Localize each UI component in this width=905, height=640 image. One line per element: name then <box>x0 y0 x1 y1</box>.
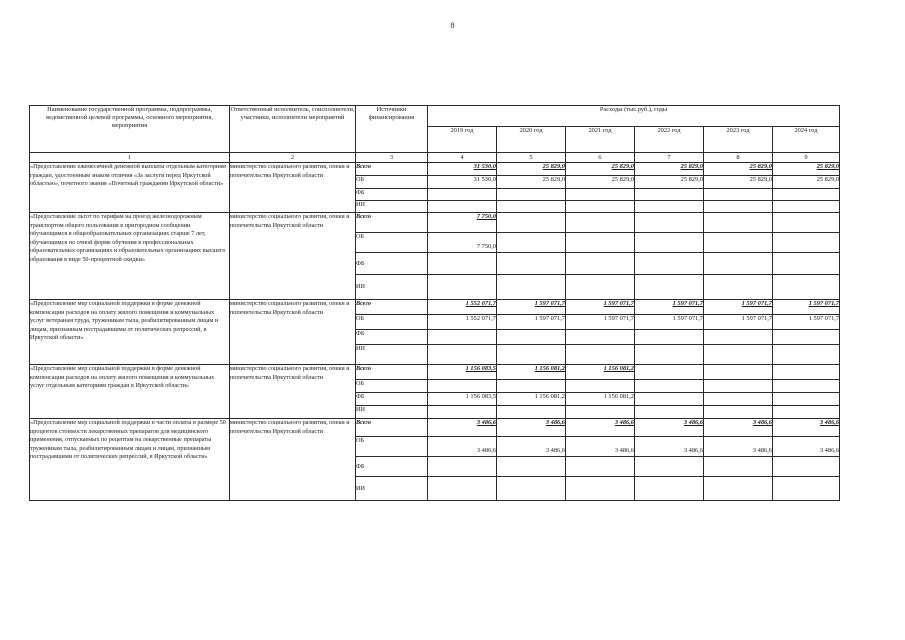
responsible-executor: министерство социального развития, опеки и попечительства Иркутской области <box>230 365 356 419</box>
header-sources: Источники финансирования <box>356 106 428 153</box>
ob-value: 1 597 071,7 <box>635 315 704 330</box>
measure-name: «Предоставление мер социальной поддержки в форме денежной компенсации расходов на оплату жилого помещения и коммунальных услуг ветеранам труда, труженикам тыла, реабилитированным лицам и лицам, признанным пострадавшими от политических репрессий, в Иркутской области» <box>30 300 230 365</box>
ob-value: 3 486,6 <box>566 437 635 457</box>
measure-name: «Предоставление льгот по тарифам на проезд железнодорожным транспортом общего пользования в пригородном сообщении обучающимся в общеобразовательных организациях старше 7 лет, обучающимся по очной форме обучения в профессиональных образовательных организациях и образовательных организациях высшего образования в виде 50-процентной скидки» <box>30 213 230 300</box>
total-value: 3 486,6 <box>704 419 773 437</box>
total-value: 1 597 071,7 <box>497 300 566 315</box>
page-number: 8 <box>450 21 455 30</box>
column-number: 8 <box>704 153 773 163</box>
header-year: 2019 год <box>428 127 497 153</box>
ob-value: 3 486,6 <box>773 437 840 457</box>
table-row <box>30 365 840 380</box>
responsible-executor: министерство социального развития, опеки и попечительства Иркутской области <box>230 163 356 213</box>
ob-value: 3 486,6 <box>704 437 773 457</box>
total-value: 3 486,6 <box>566 419 635 437</box>
measure-name: «Предоставление ежемесячной денежной выплаты отдельным категориям граждан, удостоенным знаком отличия «За заслуги перед Иркутской областью», почетного звания «Почетный гражданин Иркутской области» <box>30 163 230 213</box>
ob-value: 31 530,0 <box>428 176 497 189</box>
total-value: 1 597 071,7 <box>566 300 635 315</box>
source-total: Всего <box>356 163 428 176</box>
responsible-executor: министерство социального развития, опеки и попечительства Иркутской области <box>230 419 356 501</box>
column-number: 6 <box>566 153 635 163</box>
table-row <box>30 213 840 233</box>
table-row <box>30 419 840 437</box>
source-total: Всего <box>356 419 428 437</box>
column-number: 2 <box>230 153 356 163</box>
ob-value: 3 486,6 <box>635 437 704 457</box>
total-value: 1 597 071,7 <box>704 300 773 315</box>
column-number: 5 <box>497 153 566 163</box>
source-total: Всего <box>356 365 428 380</box>
table-row <box>30 300 840 315</box>
source-fb: ФБ <box>356 457 428 477</box>
header-row <box>30 106 840 127</box>
header-year: 2023 год <box>704 127 773 153</box>
total-value: 1 156 081,2 <box>566 365 635 380</box>
column-number: 3 <box>356 153 428 163</box>
ob-value: 25 829,0 <box>497 176 566 189</box>
total-value: 25 829,0 <box>566 163 635 176</box>
column-number: 4 <box>428 153 497 163</box>
total-value: 1 156 083,5 <box>428 365 497 380</box>
ob-value: 3 486,6 <box>428 437 497 457</box>
total-value: 3 486,6 <box>773 419 840 437</box>
header-year: 2020 год <box>497 127 566 153</box>
ob-value: 1 597 071,7 <box>566 315 635 330</box>
budget-table <box>29 105 840 501</box>
table-row <box>30 163 840 176</box>
source-ob: ОБ <box>356 233 428 253</box>
source-fb: ФБ <box>356 330 428 345</box>
total-value: 25 829,0 <box>773 163 840 176</box>
header-name: Наименование государственной программы, подпрограммы, ведомственной целевой программы, основного мероприятия, мероприятия <box>30 106 230 153</box>
total-value: 25 829,0 <box>497 163 566 176</box>
source-fb: ФБ <box>356 253 428 275</box>
source-fb: ФБ <box>356 189 428 201</box>
ob-value: 25 829,0 <box>773 176 840 189</box>
ob-value: 1 552 071,7 <box>428 315 497 330</box>
ob-value: 1 597 071,7 <box>497 315 566 330</box>
total-value: 1 552 071,7 <box>428 300 497 315</box>
ob-value: 25 829,0 <box>566 176 635 189</box>
ob-value: 1 597 071,7 <box>704 315 773 330</box>
total-value: 25 829,0 <box>704 163 773 176</box>
total-value: 25 829,0 <box>635 163 704 176</box>
column-number: 9 <box>773 153 840 163</box>
ob-value: 25 829,0 <box>704 176 773 189</box>
source-ii: ИИ <box>356 201 428 213</box>
source-ob: ОБ <box>356 437 428 457</box>
total-value: 7 750,0 <box>428 213 497 233</box>
column-numbers-row <box>30 153 840 163</box>
header-costs: Расходы (тыс.руб.), годы <box>428 106 840 127</box>
source-ii: ИИ <box>356 406 428 419</box>
fb-value: 1 156 083,5 <box>428 393 497 406</box>
header-year: 2021 год <box>566 127 635 153</box>
responsible-executor: министерство социального развития, опеки и попечительства Иркутской области <box>230 213 356 300</box>
header-responsible: Ответственный исполнитель, соисполнители, участники, исполнители мероприятий <box>230 106 356 153</box>
source-ii: ИИ <box>356 477 428 501</box>
ob-value: 25 829,0 <box>635 176 704 189</box>
total-value: 1 597 071,7 <box>635 300 704 315</box>
source-ii: ИИ <box>356 275 428 300</box>
header-year: 2022 год <box>635 127 704 153</box>
total-value: 31 530,0 <box>428 163 497 176</box>
total-value: 3 486,6 <box>635 419 704 437</box>
measure-name: «Предоставление мер социальной поддержки в части оплаты в размере 50 процентов стоимости лекарственных препаратов для медицинского применения, отпускаемых по рецептам на лекарственные препараты труженикам тыла, реабилитированным лицам и лицам, признанным пострадавшими от политических репрессий, в Иркутской области» <box>30 419 230 501</box>
header-year: 2024 год <box>773 127 840 153</box>
source-ob: ОБ <box>356 380 428 393</box>
source-ob: ОБ <box>356 176 428 189</box>
total-value: 1 156 081,2 <box>497 365 566 380</box>
column-number: 7 <box>635 153 704 163</box>
ob-value: 7 750,0 <box>428 233 497 253</box>
source-total: Всего <box>356 213 428 233</box>
source-ii: ИИ <box>356 345 428 365</box>
measure-name: «Предоставление мер социальной поддержки в форме денежной компенсации расходов на оплату жилого помещения и коммунальных услуг отдельным категориям граждан в Иркутской области» <box>30 365 230 419</box>
fb-value: 1 156 081,2 <box>566 393 635 406</box>
source-fb: ФБ <box>356 393 428 406</box>
source-ob: ОБ <box>356 315 428 330</box>
total-value: 3 486,6 <box>497 419 566 437</box>
responsible-executor: министерство социального развития, опеки и попечительства Иркутской области <box>230 300 356 365</box>
total-value: 1 597 071,7 <box>773 300 840 315</box>
source-total: Всего <box>356 300 428 315</box>
ob-value: 1 597 071,7 <box>773 315 840 330</box>
ob-value: 3 486,6 <box>497 437 566 457</box>
fb-value: 1 156 081,2 <box>497 393 566 406</box>
column-number: 1 <box>30 153 230 163</box>
total-value: 3 486,6 <box>428 419 497 437</box>
